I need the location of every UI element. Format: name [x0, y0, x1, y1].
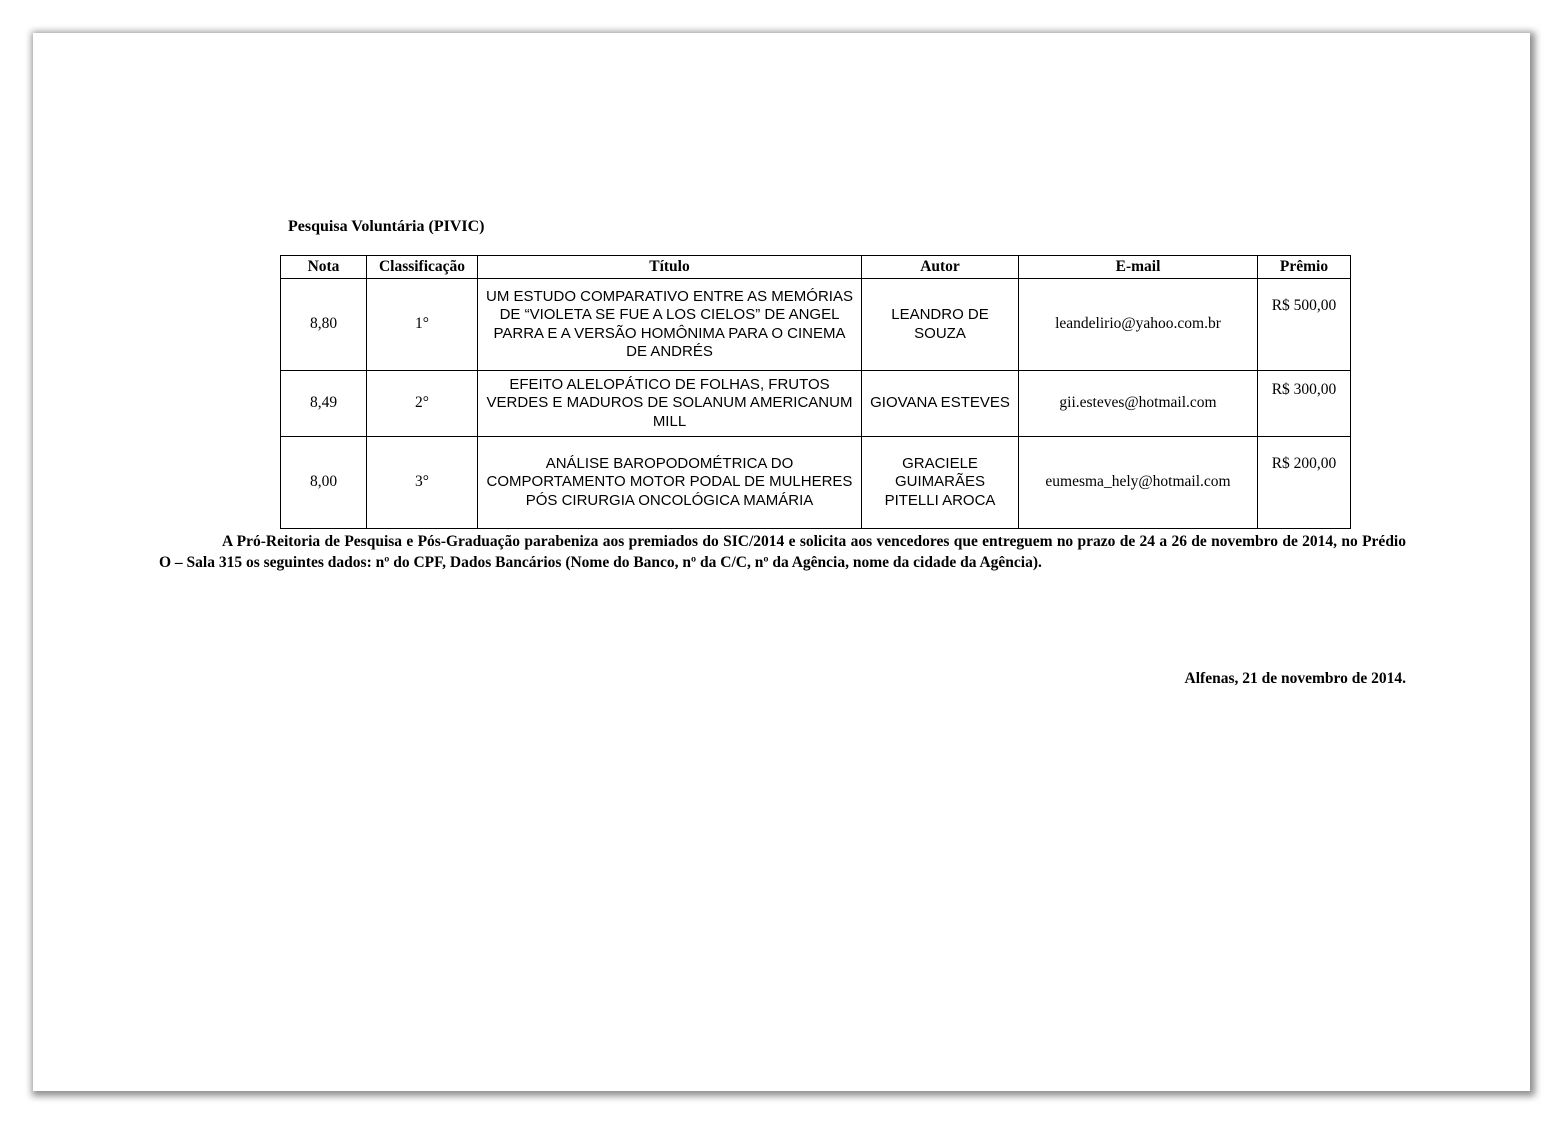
- header-email: E-mail: [1019, 256, 1258, 279]
- notice-paragraph: A Pró-Reitoria de Pesquisa e Pós-Graduação parabeniza aos premiados do SIC/2014 e solicita aos vencedores que entreguem no prazo de 24 a 26 de novembro de 2014, no Prédio O – Sala 315 os seguintes dados: nº do CPF, Dados Bancários (Nome do Banco, nº da C/C, nº da Agência, nome da cidade da Agência).: [159, 533, 1406, 571]
- cell-email: leandelirio@yahoo.com.br: [1019, 279, 1258, 371]
- header-titulo: Título: [478, 256, 862, 279]
- cell-classificacao: 3°: [367, 437, 478, 529]
- header-premio: Prêmio: [1258, 256, 1351, 279]
- cell-classificacao: 1°: [367, 279, 478, 371]
- cell-email: gii.esteves@hotmail.com: [1019, 371, 1258, 437]
- section-title: Pesquisa Voluntária (PIVIC): [288, 218, 485, 235]
- cell-nota: 8,80: [281, 279, 367, 371]
- table-row: [281, 437, 1351, 529]
- table-row: [281, 371, 1351, 437]
- cell-autor: GRACIELE GUIMARÃES PITELLI AROCA: [862, 437, 1019, 529]
- header-nota: Nota: [281, 256, 367, 279]
- cell-autor: GIOVANA ESTEVES: [862, 371, 1019, 437]
- cell-titulo: UM ESTUDO COMPARATIVO ENTRE AS MEMÓRIAS DE “VIOLETA SE FUE A LOS CIELOS” DE ANGEL PARRA E A VERSÃO HOMÔNIMA PARA O CINEMA DE ANDRÉS: [478, 279, 862, 371]
- cell-autor: LEANDRO DE SOUZA: [862, 279, 1019, 371]
- awards-table: [280, 255, 1351, 529]
- table-row: [281, 279, 1351, 371]
- cell-nota: 8,49: [281, 371, 367, 437]
- cell-titulo: EFEITO ALELOPÁTICO DE FOLHAS, FRUTOS VERDES E MADUROS DE SOLANUM AMERICANUM MILL: [478, 371, 862, 437]
- signature-date: Alfenas, 21 de novembro de 2014.: [1184, 670, 1406, 687]
- cell-titulo: ANÁLISE BAROPODOMÉTRICA DO COMPORTAMENTO MOTOR PODAL DE MULHERES PÓS CIRURGIA ONCOLÓGICA MAMÁRIA: [478, 437, 862, 529]
- cell-nota: 8,00: [281, 437, 367, 529]
- cell-premio: R$ 500,00: [1258, 279, 1351, 371]
- cell-email: eumesma_hely@hotmail.com: [1019, 437, 1258, 529]
- table-header-row: [281, 256, 1351, 279]
- cell-premio: R$ 200,00: [1258, 437, 1351, 529]
- cell-premio: R$ 300,00: [1258, 371, 1351, 437]
- cell-classificacao: 2°: [367, 371, 478, 437]
- header-autor: Autor: [862, 256, 1019, 279]
- header-classificacao: Classificação: [367, 256, 478, 279]
